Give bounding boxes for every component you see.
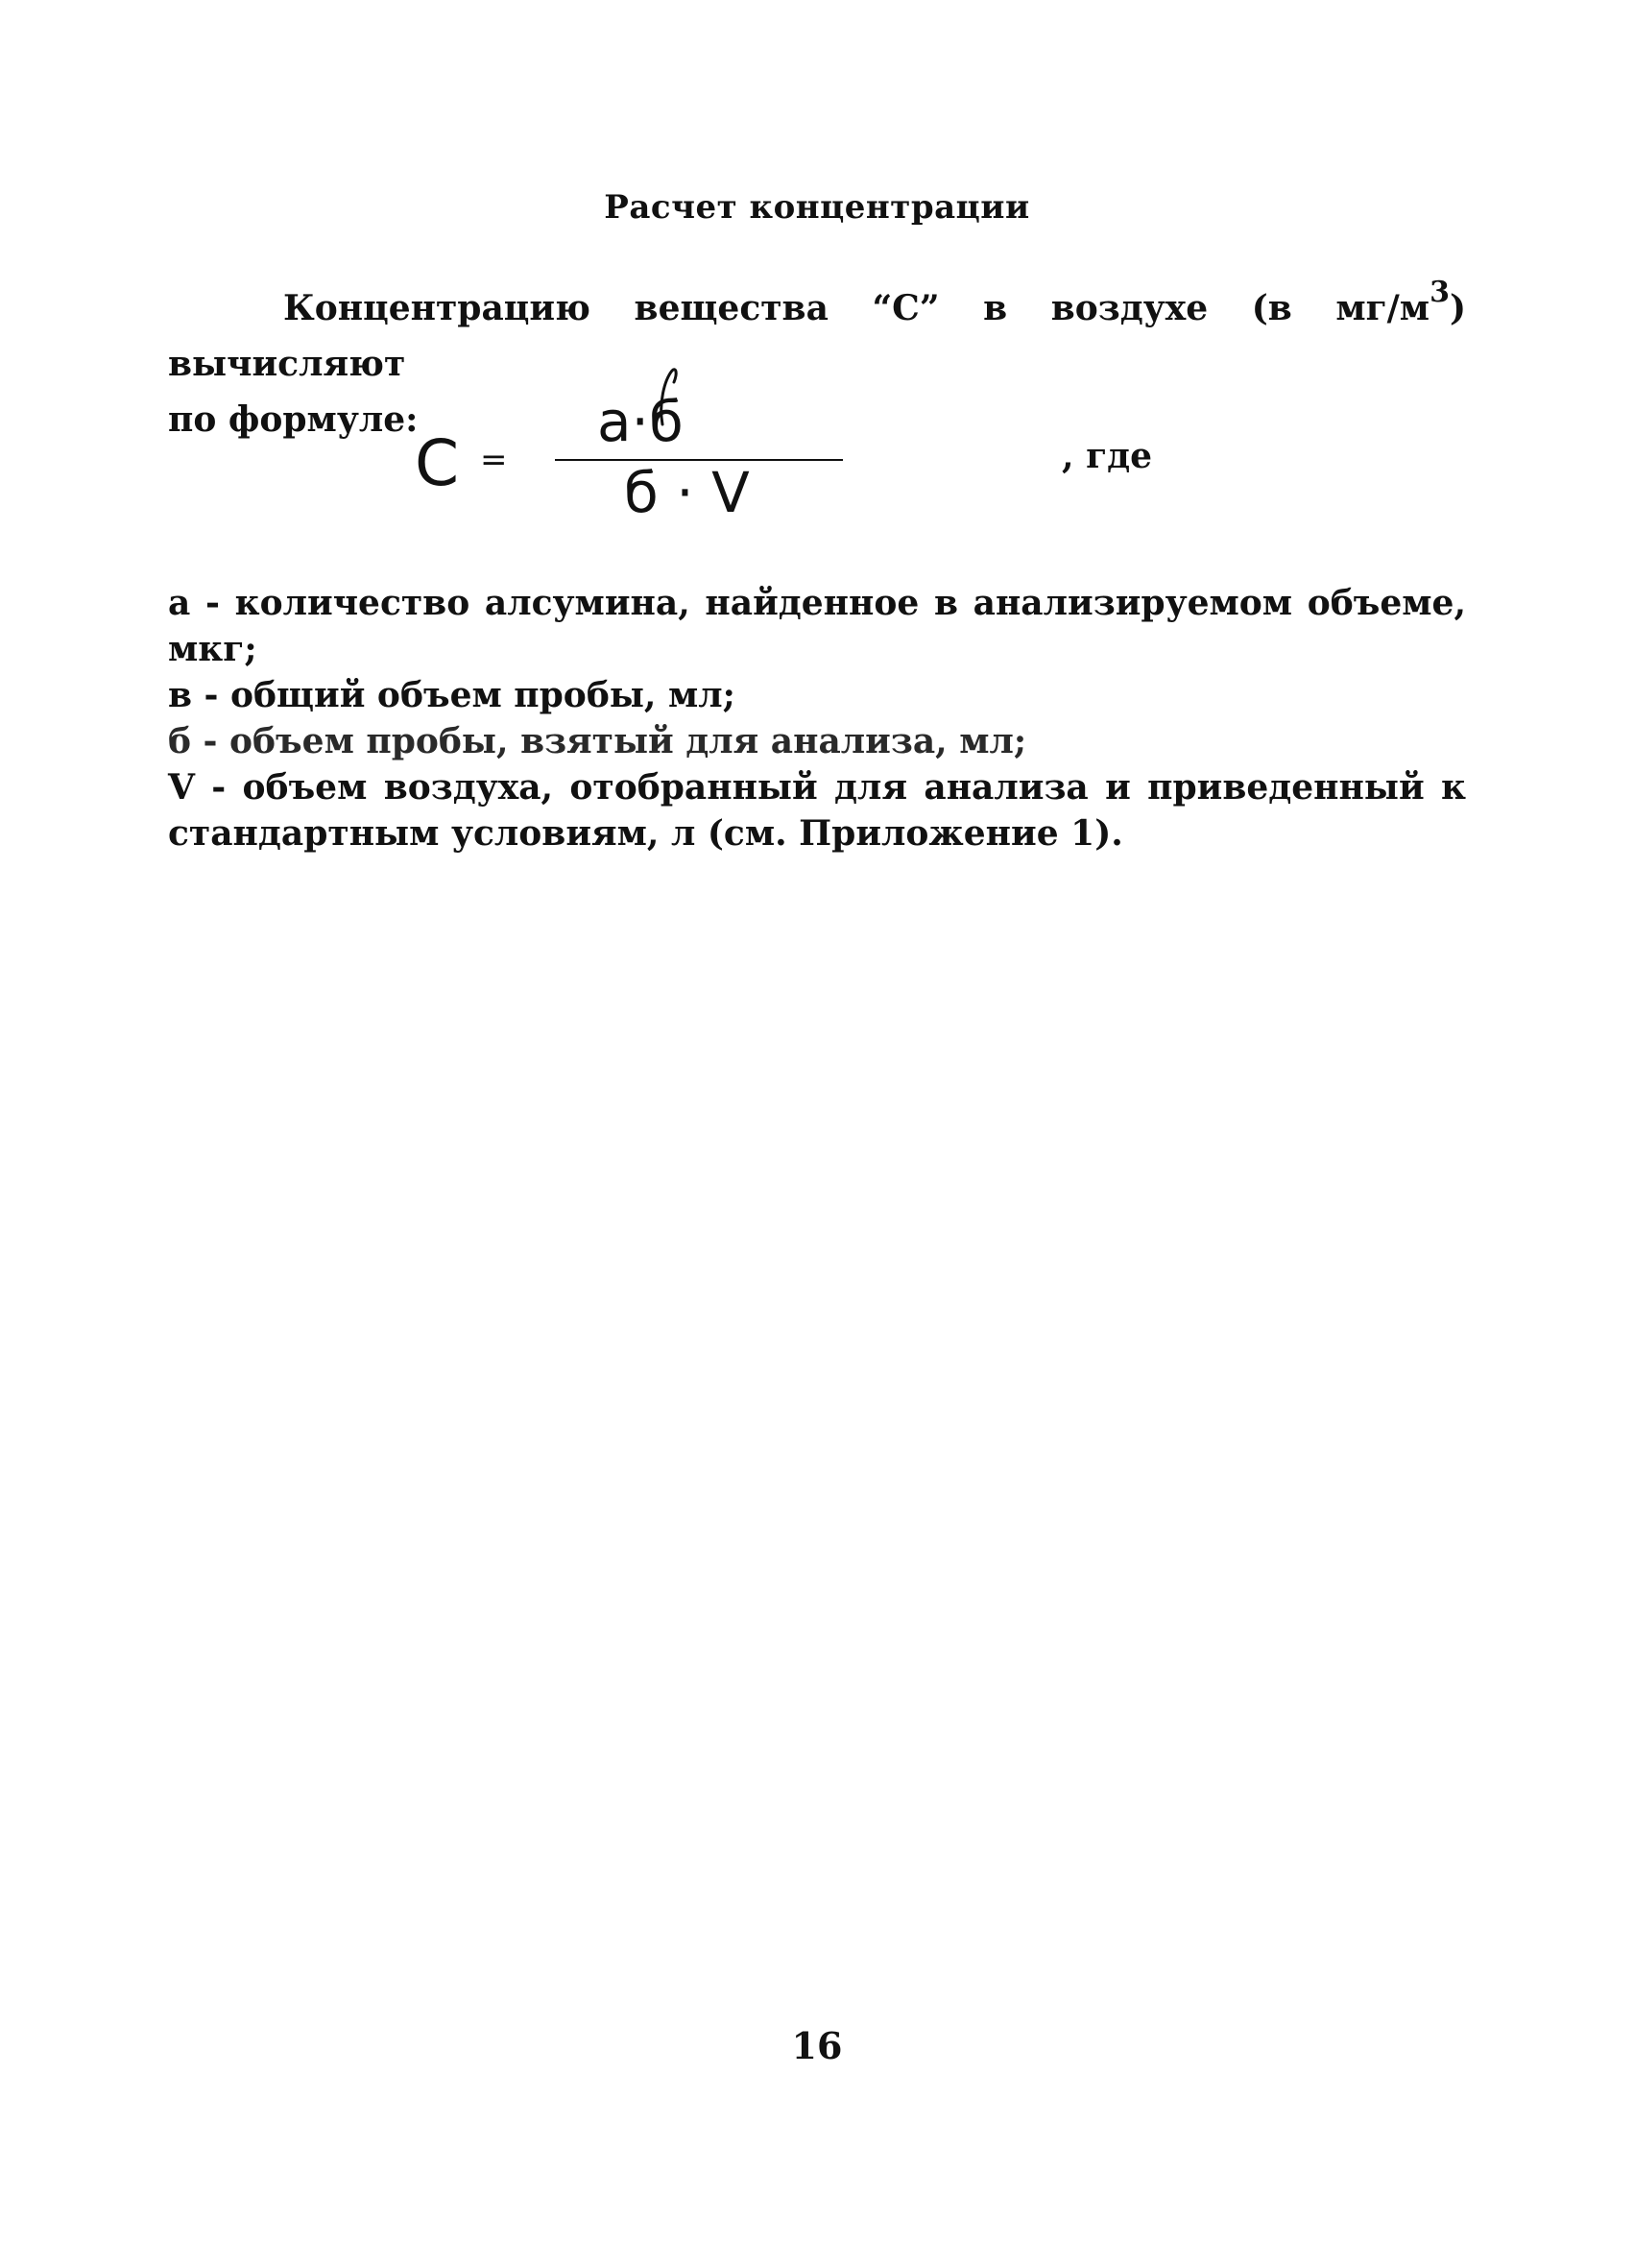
formula-lhs: С: [415, 426, 460, 500]
page-number: 16: [791, 2024, 843, 2067]
intro-superscript: 3: [1430, 276, 1450, 309]
definitions-list: [168, 580, 1466, 857]
intro-line-1-text: Концентрацию вещества “С” в воздухе (в мг/м: [283, 288, 1430, 328]
definition-v-line-1: V - объем воздуха, отобранный для анализа и приведенный к: [168, 767, 1466, 808]
formula-equals: =: [480, 441, 508, 479]
definition-v-line-2: стандартным условиям, л (см. Приложение 1).: [168, 813, 1123, 854]
formula-numerator: а·б: [597, 389, 684, 454]
definition-item: а - количество алсумина, найденное в анализируемом объеме, мкг;: [168, 583, 1466, 669]
formula-denominator: б · V: [624, 460, 750, 525]
intro-line-2: по формуле:: [168, 399, 419, 440]
definition-item-v: [168, 764, 1466, 857]
section-title: Расчет концентрации: [604, 188, 1030, 227]
formula-where: , где: [1062, 436, 1153, 476]
handwritten-stroke-icon: [645, 365, 684, 442]
definition-item: в - общий объем пробы, мл;: [168, 675, 735, 715]
formula: [0, 365, 1634, 557]
definition-item: б - объем пробы, взятый для анализа, мл;: [168, 721, 1027, 761]
intro-line-1-end: ) вычисляют: [168, 288, 1466, 384]
